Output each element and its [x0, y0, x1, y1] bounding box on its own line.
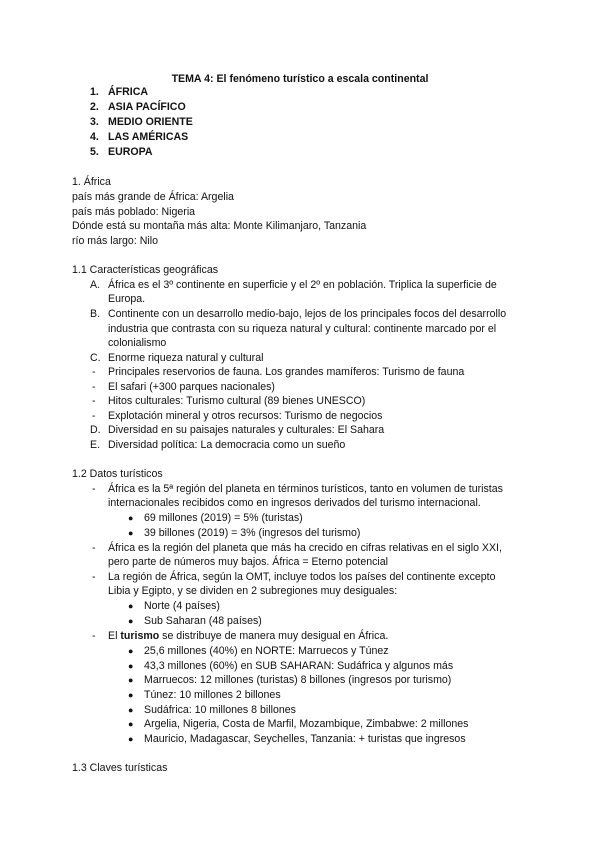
fact-line: río más largo: Nilo	[72, 235, 158, 247]
toc-item-africa: ÁFRICA	[108, 86, 149, 98]
bullet-dot: ●	[128, 513, 134, 523]
text-segment: El	[108, 630, 121, 642]
bullet-dot: ●	[128, 719, 134, 729]
bullet-dot: ●	[128, 601, 134, 611]
list-marker: -	[92, 366, 96, 378]
toc-item-asia-pacifico: ASIA PACÍFICO	[108, 101, 186, 113]
list-marker: -	[92, 395, 96, 407]
list-item-text: Principales reservorios de fauna. Los grandes mamíferos: Turismo de fauna	[108, 366, 465, 378]
bullet-item: 69 millones (2019) = 5% (turistas)	[144, 512, 303, 524]
toc-num: 1.	[90, 86, 99, 98]
list-marker: -	[92, 571, 96, 583]
list-marker: B.	[90, 308, 101, 320]
list-marker: -	[92, 630, 96, 642]
bullet-item: 25,6 millones (40%) en NORTE: Marruecos y Túnez	[144, 645, 389, 657]
list-item-text: industria que contrasta con su riqueza natural y cultural: continente marcado por el	[108, 323, 497, 335]
list-item-text: Diversidad en su paisajes naturales y culturales: El Sahara	[108, 424, 385, 436]
bullet-item: Norte (4 países)	[144, 600, 220, 612]
list-item-text: Europa.	[108, 293, 146, 305]
list-marker: -	[92, 542, 96, 554]
bullet-dot: ●	[128, 690, 134, 700]
list-marker: E.	[90, 439, 101, 451]
list-marker: -	[92, 410, 96, 422]
bullet-item: 39 billones (2019) = 3% (ingresos del turismo)	[144, 527, 361, 539]
section-heading: 1.1 Características geográficas	[72, 264, 219, 276]
bullet-dot: ●	[128, 661, 134, 671]
list-item-text: África es el 3º continente en superficie y el 2º en población. Triplica la superficie de	[108, 279, 497, 291]
paragraph-line: África es la región del planeta que más ha crecido en cifras relativas en el siglo XXI,	[108, 542, 502, 554]
toc-num: 4.	[90, 131, 99, 143]
list-marker: C.	[90, 352, 101, 364]
bullet-item: 43,3 millones (60%) en SUB SAHARAN: Sudáfrica y algunos más	[144, 660, 454, 672]
bullet-dot: ●	[128, 528, 134, 538]
list-item-text: Enorme riqueza natural y cultural	[108, 352, 264, 364]
paragraph-line: Libia y Egipto, y se dividen en 2 subregiones muy desiguales:	[108, 585, 398, 597]
toc-item-medio-oriente: MEDIO ORIENTE	[108, 116, 193, 128]
paragraph-line: África es la 5ª región del planeta en términos turísticos, tanto en volumen de turistas	[108, 483, 503, 495]
document-title: TEMA 4: El fenómeno turístico a escala continental	[171, 73, 429, 85]
list-item-text: Diversidad política: La democracia como un sueño	[108, 439, 346, 451]
list-item-text: Hitos culturales: Turismo cultural (89 bienes UNESCO)	[108, 395, 366, 407]
paragraph-line	[108, 629, 388, 643]
bullet-dot: ●	[128, 734, 134, 744]
toc-num: 5.	[90, 146, 99, 158]
list-item-text: Explotación mineral y otros recursos: Turismo de negocios	[108, 410, 383, 422]
toc-item-las-americas: LAS AMÉRICAS	[108, 131, 189, 143]
bold-term: turismo	[120, 630, 160, 642]
bullet-item: Túnez: 10 millones 2 billones	[144, 689, 281, 701]
paragraph-line: internacionales recibidos como en ingresos derivados del turismo internacional.	[108, 497, 481, 509]
fact-line: país más grande de África: Argelia	[72, 191, 234, 203]
bullet-dot: ●	[128, 646, 134, 656]
bullet-item: Argelia, Nigeria, Costa de Marfil, Mozambique, Zimbabwe: 2 millones	[144, 718, 469, 730]
section-heading: 1.2 Datos turísticos	[72, 468, 163, 480]
toc-num: 3.	[90, 116, 99, 128]
paragraph-line: pero parte de números muy bajos. África = Eterno potencial	[108, 556, 389, 568]
list-marker: -	[92, 381, 96, 393]
list-marker: D.	[90, 424, 101, 436]
bullet-dot: ●	[128, 616, 134, 626]
toc-num: 2.	[90, 101, 99, 113]
list-marker: -	[92, 483, 96, 495]
list-item-text: colonialismo	[108, 337, 167, 349]
section-heading: 1.3 Claves turísticas	[72, 762, 168, 774]
toc-item-europa: EUROPA	[108, 146, 153, 158]
list-item-text: El safari (+300 parques nacionales)	[108, 381, 275, 393]
list-marker: A.	[90, 279, 101, 291]
bullet-dot: ●	[128, 705, 134, 715]
section-heading: 1. África	[72, 176, 111, 188]
bullet-dot: ●	[128, 675, 134, 685]
list-item-text: Continente con un desarrollo medio-bajo, lejos de los principales focos del desarrollo	[108, 308, 507, 320]
bullet-item: Sudáfrica: 10 millones 8 billones	[144, 704, 296, 716]
bullet-item: Mauricio, Madagascar, Seychelles, Tanzania: + turistas que ingresos	[144, 733, 466, 745]
fact-line: Dónde está su montaña más alta: Monte Kilimanjaro, Tanzania	[72, 220, 367, 232]
bullet-item: Sub Saharan (48 países)	[144, 615, 262, 627]
bullet-item: Marruecos: 12 millones (turistas) 8 billones (ingresos por turismo)	[144, 674, 452, 686]
text-segment: se distribuye de manera muy desigual en África.	[159, 630, 389, 642]
fact-line: país más poblado: Nigeria	[72, 206, 196, 218]
paragraph-line: La región de África, según la OMT, incluye todos los países del continente excepto	[108, 571, 496, 583]
